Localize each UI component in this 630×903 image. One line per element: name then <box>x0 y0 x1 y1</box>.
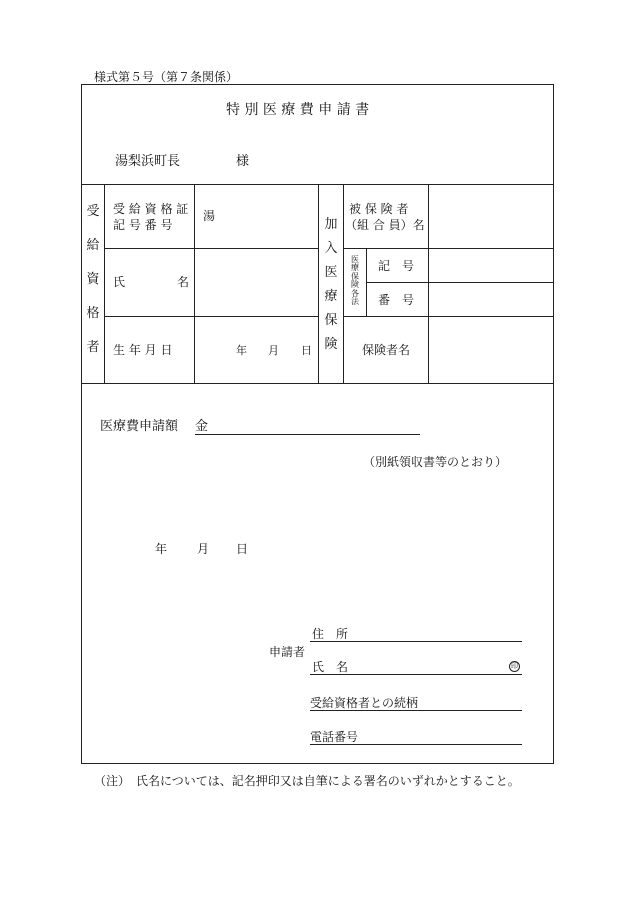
dob-day: 日 <box>301 344 312 357</box>
insurance-number-field[interactable] <box>430 284 552 315</box>
honorific: 様 <box>236 154 250 169</box>
grid-line <box>343 248 554 249</box>
insured-name-field[interactable] <box>430 186 552 247</box>
amount-field[interactable] <box>195 418 420 435</box>
cert-number-label-2: 記 号 番 号 <box>113 218 173 232</box>
grid-line <box>366 282 554 283</box>
insured-name-label-2: （組 合 員）名 <box>345 218 425 232</box>
relation-label: 受給資格者との続柄 <box>310 696 419 710</box>
insurance-law-label: 医 療 保 険 各 法 <box>351 255 359 306</box>
recipient-side-label: 受 給 資 格 者 <box>86 204 100 355</box>
name-field[interactable] <box>196 250 317 315</box>
relation-field[interactable] <box>310 696 522 711</box>
form-title: 特 別 医 療 費 申 請 書 <box>226 102 370 118</box>
grid-line <box>104 248 318 249</box>
seal-character: 印 <box>511 662 518 670</box>
applicant-name-field[interactable] <box>310 660 522 675</box>
name-label-second: 名 <box>177 275 190 289</box>
phone-field[interactable] <box>310 730 522 745</box>
cert-number-value[interactable]: 湯 <box>203 209 216 223</box>
seal-mark <box>509 661 520 672</box>
grid-line <box>428 184 429 383</box>
amount-prefix: 金 <box>195 419 209 434</box>
dob-month: 月 <box>268 344 279 357</box>
dob-year: 年 <box>236 344 247 357</box>
addressee: 湯梨浜町長 <box>115 154 181 169</box>
date-month: 月 <box>197 542 210 556</box>
grid-line <box>343 316 554 317</box>
address-field[interactable] <box>310 627 522 642</box>
grid-line <box>343 184 344 383</box>
address-label: 住 所 <box>312 627 349 641</box>
insurance-symbol-label: 記 号 <box>378 259 415 273</box>
grid-line <box>104 184 105 383</box>
insured-name-label-1: 被 保 険 者 <box>349 202 409 216</box>
amount-label: 医療費申請額 <box>100 419 179 434</box>
applicant-name-label: 氏 名 <box>312 660 349 674</box>
insurance-number-label: 番 号 <box>378 293 415 307</box>
name-label-first: 氏 <box>113 275 126 289</box>
phone-label: 電話番号 <box>310 730 359 744</box>
grid-line <box>318 184 319 383</box>
dob-label: 生 年 月 日 <box>113 343 173 357</box>
insurer-name-field[interactable] <box>430 318 552 382</box>
grid-line <box>104 316 318 317</box>
cert-number-label-1: 受 給 資 格 証 <box>113 202 189 216</box>
grid-line <box>81 383 554 384</box>
form-number-label: 様式第５号（第７条関係） <box>94 70 239 84</box>
footnote: （注） 氏名については、記名押印又は自筆による署名のいずれかとすること。 <box>94 774 520 788</box>
grid-line <box>194 184 195 383</box>
applicant-label: 申請者 <box>269 645 306 659</box>
amount-note: （別紙領収書等のとおり） <box>363 455 508 469</box>
date-year: 年 <box>155 542 168 556</box>
date-day: 日 <box>236 542 249 556</box>
insurance-symbol-field[interactable] <box>430 250 552 281</box>
insurance-side-label: 加 入 医 療 保 険 <box>324 217 338 352</box>
insurer-name-label: 保険者名 <box>362 343 411 357</box>
